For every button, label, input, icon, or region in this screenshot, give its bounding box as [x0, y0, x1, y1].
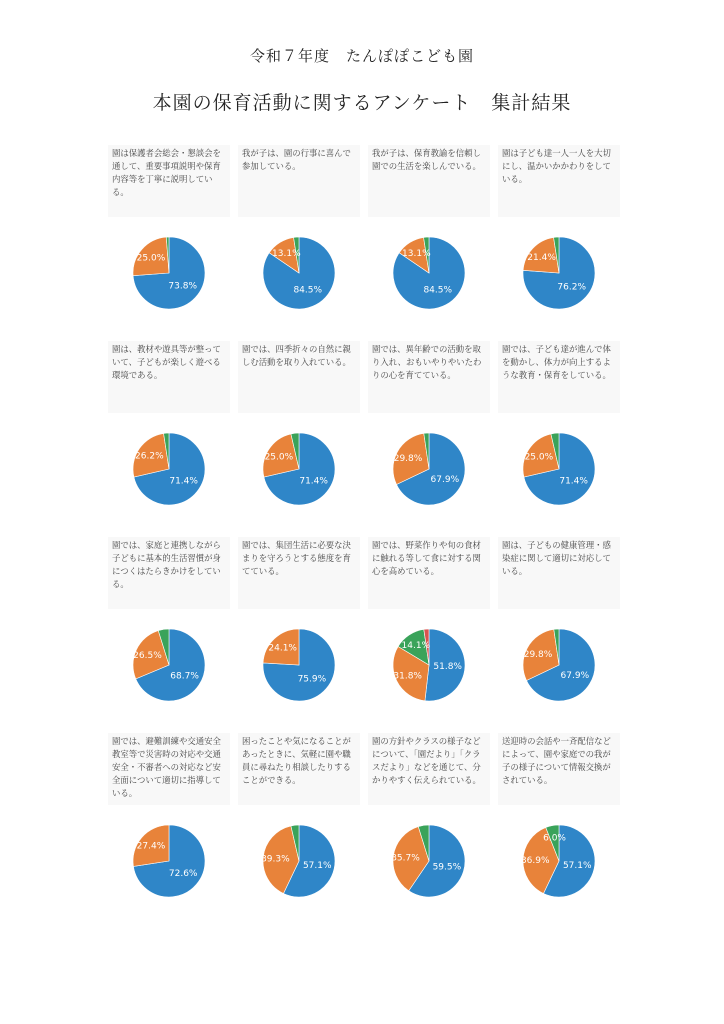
pie-chart — [379, 811, 479, 911]
question-text: 園は子ども達一人一人を大切にし、温かいかかわりをしている。 — [498, 145, 620, 217]
slice-label: 71.4% — [169, 476, 198, 487]
question-text: 園の方針やクラスの様子などについて、「園だより」「クラスだより」などを通じて、分かりやすく伝えられている。 — [368, 733, 490, 805]
chart-cell-12 — [498, 537, 620, 732]
slice-label: 26.2% — [135, 451, 164, 462]
slice-label: 84.5% — [293, 285, 323, 296]
org-name: 令和７年度 たんぽぽこども園 — [249, 47, 474, 65]
pie-chart — [379, 615, 479, 715]
chart-cell-1 — [108, 145, 230, 340]
slice-label: 31.8% — [393, 671, 422, 682]
pie-chart — [249, 615, 349, 715]
pie-chart — [119, 811, 219, 911]
chart-cell-2 — [238, 145, 360, 340]
slice-label: 29.8% — [523, 649, 553, 660]
chart-cell-14 — [238, 733, 360, 928]
slice-label: 27.4% — [136, 841, 166, 852]
slice-label: 67.9% — [430, 474, 460, 485]
slice-label: 57.1% — [302, 861, 332, 872]
slice-label: 14.1% — [401, 641, 431, 652]
question-text: 我が子は、保育教諭を信頼し園での生活を楽しんでいる。 — [368, 145, 490, 217]
chart-cell-15 — [368, 733, 490, 928]
slice-label: 72.6% — [168, 869, 198, 880]
slice-label: 68.7% — [170, 671, 199, 682]
pie-chart — [249, 223, 349, 323]
pie-chart — [379, 419, 479, 519]
slice-label: 13.1% — [272, 248, 301, 259]
chart-cell-8 — [498, 341, 620, 536]
slice-label: 35.7% — [391, 853, 420, 864]
question-text: 園では、集団生活に必要な決まりを守ろうとする態度を育てている。 — [238, 537, 360, 609]
pie-chart — [509, 419, 609, 519]
page-title: 本園の保育活動に関するアンケート 集計結果 — [152, 92, 572, 114]
chart-cell-4 — [498, 145, 620, 340]
slice-label: 73.8% — [168, 281, 198, 292]
slice-label: 13.1% — [402, 248, 431, 259]
slice-label: 75.9% — [297, 674, 327, 685]
slice-label: 29.8% — [393, 453, 423, 464]
question-text: 園では、四季折々の自然に親しむ活動を取り入れている。 — [238, 341, 360, 413]
pie-chart — [249, 419, 349, 519]
slice-label: 67.9% — [560, 670, 590, 681]
slice-label: 51.8% — [433, 662, 462, 673]
chart-cell-11 — [368, 537, 490, 732]
slice-label: 59.5% — [432, 862, 462, 873]
slice-label: 76.2% — [557, 282, 587, 293]
slice-label: 25.0% — [524, 452, 554, 463]
slice-label: 25.0% — [136, 253, 166, 264]
pie-chart — [249, 811, 349, 911]
question-text: 園では、野菜作りや旬の食材に触れる等して食に対する関心を高めている。 — [368, 537, 490, 609]
slice-label: 24.1% — [268, 643, 297, 654]
slice-label: 21.4% — [527, 252, 556, 263]
question-text: 園では、避難訓練や交通安全教室等で災害時の対応や交通安全・不審者への対応など安全面について適切に指導している。 — [108, 733, 230, 805]
slice-label: 6.0% — [543, 833, 566, 844]
pie-chart — [379, 223, 479, 323]
question-text: 園は、子どもの健康管理・感染症に関して適切に対応している。 — [498, 537, 620, 609]
chart-cell-9 — [108, 537, 230, 732]
slice-label: 84.5% — [423, 285, 453, 296]
pie-chart — [509, 811, 609, 911]
question-text: 送迎時の会話や一斉配信などによって、園や家庭での我が子の様子について情報交換がされている。 — [498, 733, 620, 805]
chart-cell-6 — [238, 341, 360, 536]
pie-chart — [119, 615, 219, 715]
chart-cell-16 — [498, 733, 620, 928]
chart-cell-5 — [108, 341, 230, 536]
chart-cell-3 — [368, 145, 490, 340]
chart-cell-10 — [238, 537, 360, 732]
chart-cell-13 — [108, 733, 230, 928]
slice-label: 57.1% — [562, 861, 592, 872]
question-text: 我が子は、園の行事に喜んで参加している。 — [238, 145, 360, 217]
question-text: 園では、家庭と連携しながら子どもに基本的生活習慣が身につくはたらきかけをしている。 — [108, 537, 230, 609]
question-text: 園は、教材や遊具等が整っていて、子どもが楽しく遊べる環境である。 — [108, 341, 230, 413]
pie-chart — [509, 615, 609, 715]
question-text: 園では、子ども達が進んで体を動かし、体力が向上するような教育・保育をしている。 — [498, 341, 620, 413]
question-text: 園は保護者会総会・懇談会を通して、重要事項説明や保育内容等を丁寧に説明している。 — [108, 145, 230, 217]
slice-label: 26.5% — [133, 650, 162, 661]
slice-label: 39.3% — [261, 854, 290, 865]
slice-label: 71.4% — [559, 476, 588, 487]
question-text: 困ったことや気になることがあったときに、気軽に園や職員に尋ねたり相談したりすることができる。 — [238, 733, 360, 805]
question-text: 園では、異年齢での活動を取り入れ、おもいやりやいたわりの心を育てている。 — [368, 341, 490, 413]
slice-label: 71.4% — [299, 476, 328, 487]
chart-cell-7 — [368, 341, 490, 536]
pie-chart — [119, 223, 219, 323]
slice-label: 25.0% — [264, 452, 294, 463]
pie-chart — [119, 419, 219, 519]
slice-label: 36.9% — [520, 856, 550, 867]
pie-chart — [509, 223, 609, 323]
